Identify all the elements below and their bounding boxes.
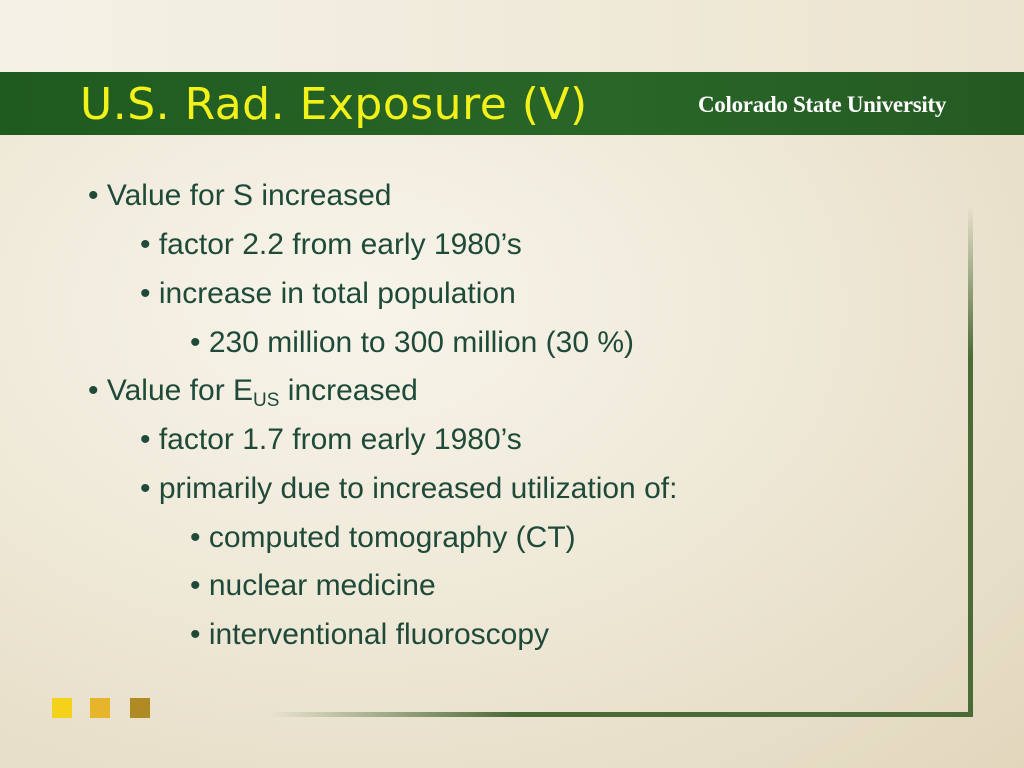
slide-title: U.S. Rad. Exposure (V)	[80, 79, 588, 130]
bullet-subscript: US	[253, 390, 280, 411]
frame-line-bottom	[270, 712, 973, 717]
bullet-item: • factor 2.2 from early 1980’s	[140, 228, 522, 261]
frame-line-right	[968, 205, 973, 717]
bullet-item: • nuclear medicine	[190, 569, 436, 602]
bullet-item	[88, 373, 418, 409]
bullet-text: • Value for E	[88, 374, 254, 407]
bullet-text: increased	[279, 374, 418, 407]
bullet-item: • computed tomography (CT)	[190, 521, 576, 554]
top-band	[0, 0, 1024, 72]
decorative-square-yellow	[52, 698, 72, 718]
bullet-item: • Value for S increased	[88, 179, 392, 212]
bullet-item: • 230 million to 300 million (30 %)	[190, 326, 635, 359]
bullet-item: • increase in total population	[140, 277, 516, 310]
decorative-square-gold	[90, 698, 110, 718]
decorative-square-dark-gold	[130, 698, 150, 718]
university-logo: Colorado State University	[698, 92, 947, 117]
bullet-item: • primarily due to increased utilization of:	[140, 472, 678, 505]
bullet-item: • factor 1.7 from early 1980’s	[140, 423, 522, 456]
bullet-item: • interventional fluoroscopy	[190, 618, 550, 651]
